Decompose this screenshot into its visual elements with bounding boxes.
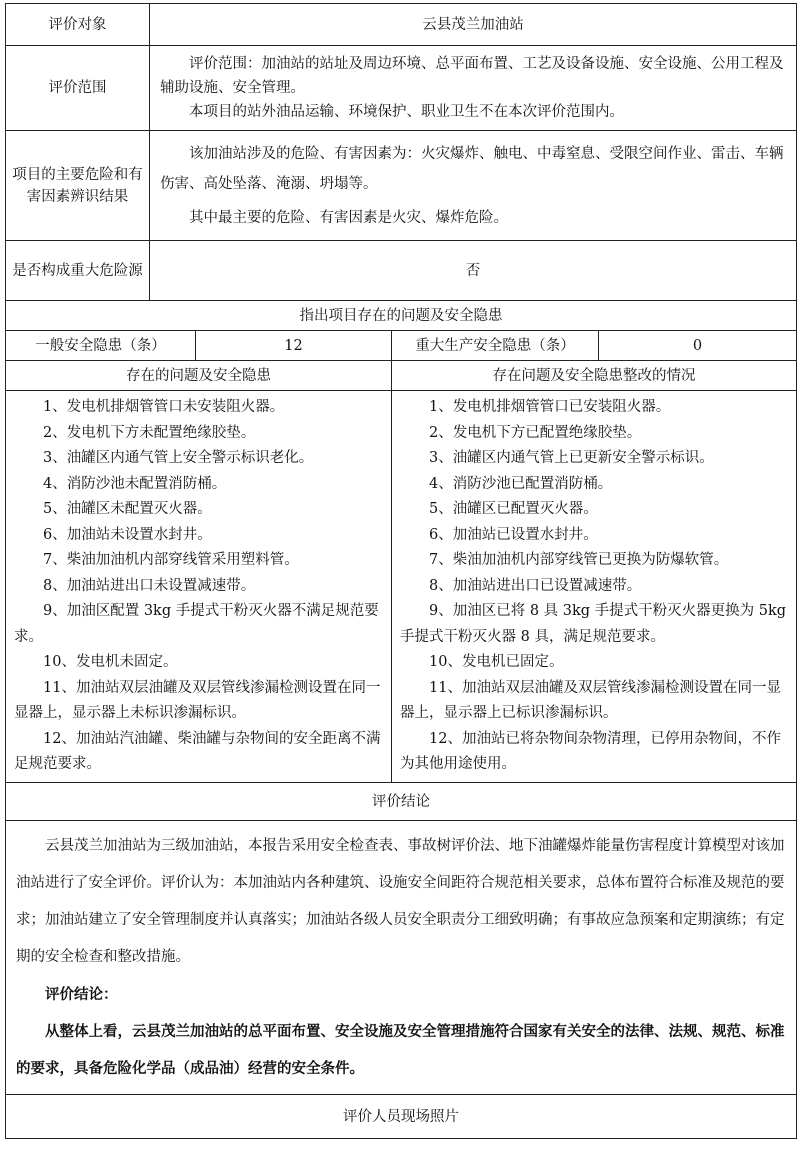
issue-item: 1、发电机排烟管管口未安装阻火器。 bbox=[43, 399, 285, 415]
row-object bbox=[6, 4, 797, 46]
rectification-item: 11、加油站双层油罐及双层管线渗漏检测设置在同一显器上，显示器上已标识渗漏标识。 bbox=[400, 679, 781, 721]
row-issues-header bbox=[6, 301, 797, 331]
issue-item: 6、加油站未设置水封井。 bbox=[43, 526, 212, 543]
row-conclusion-header bbox=[6, 783, 797, 821]
row-conclusion bbox=[6, 821, 797, 1095]
issue-item: 8、加油站进出口未设置减速带。 bbox=[43, 577, 256, 594]
conclusion-bold-body: 从整体上看，云县茂兰加油站的总平面布置、安全设施及安全管理措施符合国家有关安全的法律、法规、规范、标准的要求，具备危险化学品（成品油）经营的安全条件。 bbox=[16, 1023, 785, 1077]
general-hazards-label: 一般安全隐患（条） bbox=[6, 331, 196, 361]
row-column-headers bbox=[6, 361, 797, 391]
conclusion-content bbox=[6, 821, 797, 1095]
evaluation-table bbox=[5, 3, 797, 1139]
issues-list bbox=[6, 391, 392, 783]
major-hazards-value: 0 bbox=[599, 331, 797, 361]
rectification-column-header: 存在问题及安全隐患整改的情况 bbox=[392, 361, 797, 391]
conclusion-body: 云县茂兰加油站为三级加油站，本报告采用安全检查表、事故树评价法、地下油罐爆炸能量伤害程度计算模型对该加油站进行了安全评价。评价认为：本加油站内各种建筑、设施安全间距符合规范相关要求，总体布置符合标准及规范的要求；加油站建立了安全管理制度并认真落实；加油站各级人员安全职责分工细致明确；有事故应急预案和定期演练；有定期的安全检查和整改措施。 bbox=[16, 838, 785, 965]
scope-paragraph: 评价范围：加油站的站址及周边环境、总平面布置、工艺及设备设施、安全设施、公用工程及辅助设施、安全管理。 bbox=[160, 56, 784, 96]
rectification-item: 9、加油区已将 8 具 3kg 手提式干粉灭火器更换为 5kg 手提式干粉灭火器 8 具，满足规范要求。 bbox=[400, 603, 787, 645]
issue-item: 2、发电机下方未配置绝缘胶垫。 bbox=[43, 424, 256, 441]
rectification-item: 1、发电机排烟管管口已安装阻火器。 bbox=[429, 399, 671, 415]
hazards-paragraph: 其中最主要的危险、有害因素是火灾、爆炸危险。 bbox=[189, 209, 508, 226]
rectification-item: 8、加油站进出口已设置减速带。 bbox=[429, 577, 642, 594]
major-hazard-label: 是否构成重大危险源 bbox=[6, 241, 150, 301]
photos-header: 评价人员现场照片 bbox=[6, 1095, 797, 1139]
conclusion-bold-label: 评价结论： bbox=[45, 986, 118, 1003]
major-hazard-value: 否 bbox=[150, 241, 797, 301]
issue-item: 10、发电机未固定。 bbox=[43, 654, 178, 670]
rectification-item: 6、加油站已设置水封井。 bbox=[429, 526, 598, 543]
general-hazards-value: 12 bbox=[196, 331, 392, 361]
issue-item: 7、柴油加油机内部穿线管采用塑料管。 bbox=[43, 552, 299, 568]
row-major-hazard bbox=[6, 241, 797, 301]
issue-item: 5、油罐区未配置灭火器。 bbox=[43, 501, 212, 517]
hazards-paragraph: 该加油站涉及的危险、有害因素为：火灾爆炸、触电、中毒窒息、受限空间作业、雷击、车辆伤害、高处坠落、淹溺、坍塌等。 bbox=[160, 145, 784, 192]
row-issue-lists bbox=[6, 391, 797, 783]
rectification-item: 3、油罐区内通气管上已更新安全警示标识。 bbox=[429, 450, 714, 466]
issue-item: 12、加油站汽油罐、柴油罐与杂物间的安全距离不满足规范要求。 bbox=[14, 730, 381, 772]
issues-column-header: 存在的问题及安全隐患 bbox=[6, 361, 392, 391]
scope-content bbox=[150, 46, 797, 131]
rectification-item: 10、发电机已固定。 bbox=[429, 654, 564, 670]
hazards-content bbox=[150, 131, 797, 241]
rectification-item: 7、柴油加油机内部穿线管已更换为防爆软管。 bbox=[429, 552, 729, 568]
row-counts bbox=[6, 331, 797, 361]
scope-paragraph: 本项目的站外油品运输、环境保护、职业卫生不在本次评价范围内。 bbox=[189, 104, 624, 120]
issue-item: 11、加油站双层油罐及双层管线渗漏检测设置在同一显器上，显示器上未标识渗漏标识。 bbox=[14, 679, 381, 721]
rectification-item: 2、发电机下方已配置绝缘胶垫。 bbox=[429, 424, 642, 441]
object-value: 云县茂兰加油站 bbox=[150, 4, 797, 46]
conclusion-header: 评价结论 bbox=[6, 783, 797, 821]
rectification-list bbox=[392, 391, 797, 783]
major-hazards-label: 重大生产安全隐患（条） bbox=[392, 331, 599, 361]
row-scope bbox=[6, 46, 797, 131]
issue-item: 9、加油区配置 3kg 手提式干粉灭火器不满足规范要求。 bbox=[14, 603, 379, 645]
hazards-label: 项目的主要危险和有害因素辨识结果 bbox=[6, 131, 150, 241]
rectification-item: 12、加油站已将杂物间杂物清理，已停用杂物间，不作为其他用途使用。 bbox=[400, 730, 781, 772]
issues-header: 指出项目存在的问题及安全隐患 bbox=[6, 301, 797, 331]
issue-item: 4、消防沙池未配置消防桶。 bbox=[43, 475, 227, 492]
row-photos-header bbox=[6, 1095, 797, 1139]
rectification-item: 4、消防沙池已配置消防桶。 bbox=[429, 475, 613, 492]
rectification-item: 5、油罐区已配置灭火器。 bbox=[429, 501, 598, 517]
row-hazards bbox=[6, 131, 797, 241]
object-label: 评价对象 bbox=[6, 4, 150, 46]
scope-label: 评价范围 bbox=[6, 46, 150, 131]
issue-item: 3、油罐区内通气管上安全警示标识老化。 bbox=[43, 450, 314, 466]
